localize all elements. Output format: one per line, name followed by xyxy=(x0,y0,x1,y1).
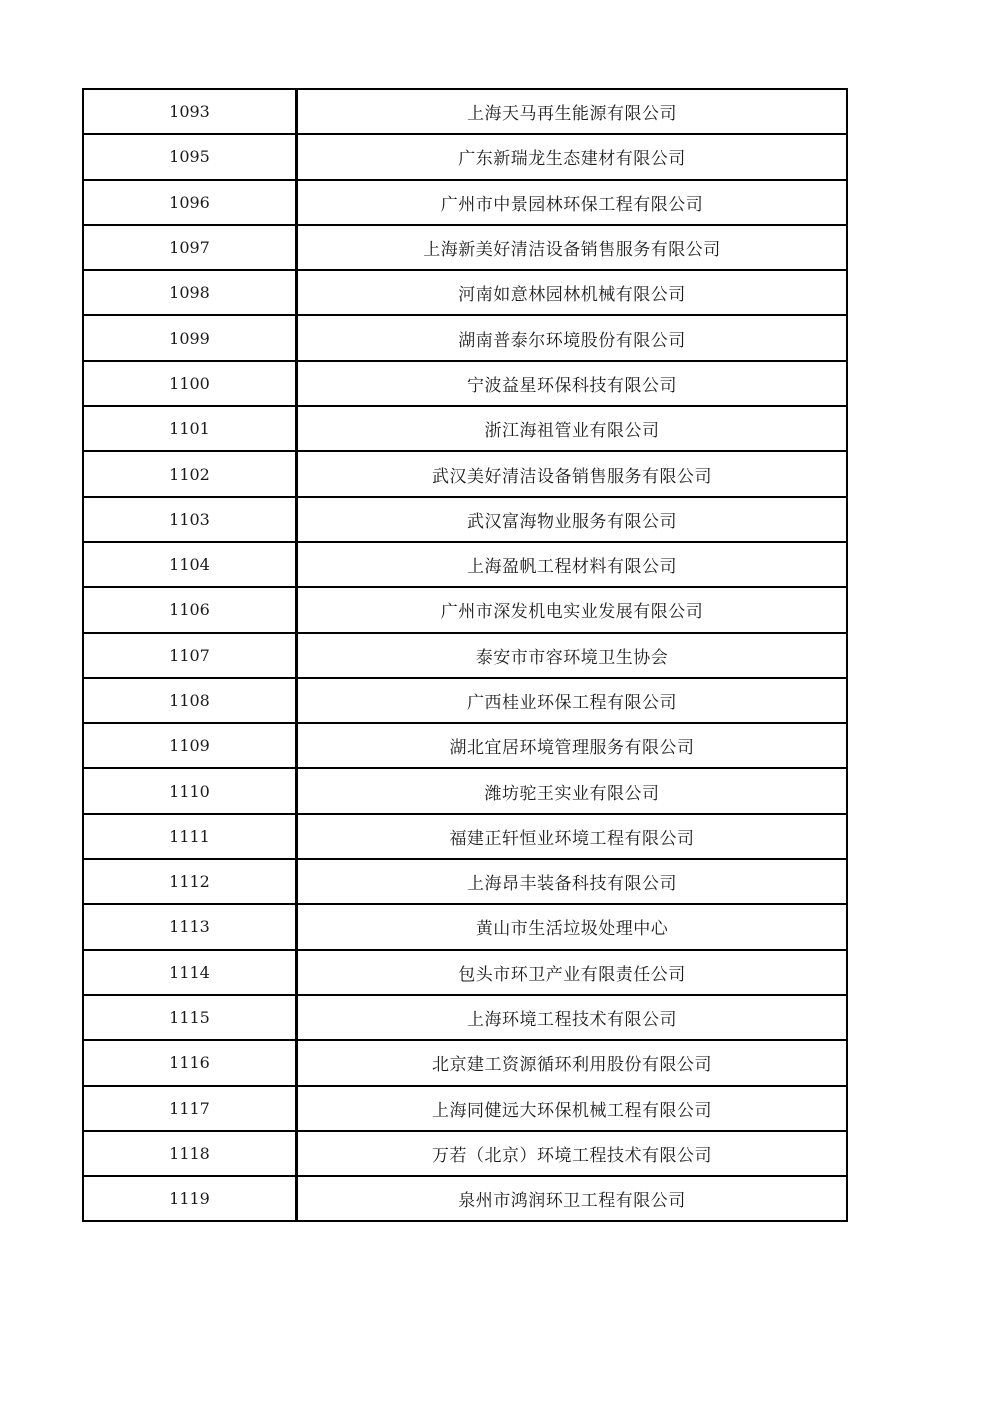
company-name: 浙江海祖管业有限公司 xyxy=(297,406,848,451)
table-row xyxy=(83,633,847,678)
company-list-body xyxy=(83,89,847,1221)
company-name: 广东新瑞龙生态建材有限公司 xyxy=(297,134,848,179)
table-row xyxy=(83,678,847,723)
row-number: 1113 xyxy=(83,904,297,949)
company-name: 上海天马再生能源有限公司 xyxy=(297,89,848,134)
row-number: 1103 xyxy=(83,497,297,542)
table-row xyxy=(83,904,847,949)
company-name: 泰安市市容环境卫生协会 xyxy=(297,633,848,678)
company-name: 黄山市生活垃圾处理中心 xyxy=(297,904,848,949)
row-number: 1096 xyxy=(83,180,297,225)
row-number: 1099 xyxy=(83,315,297,360)
company-name: 上海环境工程技术有限公司 xyxy=(297,995,848,1040)
company-list-table xyxy=(82,88,848,1222)
row-number: 1111 xyxy=(83,814,297,859)
table-row xyxy=(83,995,847,1040)
row-number: 1100 xyxy=(83,361,297,406)
table-row xyxy=(83,859,847,904)
table-row xyxy=(83,180,847,225)
table-row xyxy=(83,1086,847,1131)
row-number: 1095 xyxy=(83,134,297,179)
table-row xyxy=(83,270,847,315)
row-number: 1097 xyxy=(83,225,297,270)
row-number: 1110 xyxy=(83,768,297,813)
row-number: 1112 xyxy=(83,859,297,904)
table-row xyxy=(83,723,847,768)
table-row xyxy=(83,1176,847,1221)
company-name: 包头市环卫产业有限责任公司 xyxy=(297,950,848,995)
company-name: 广州市中景园林环保工程有限公司 xyxy=(297,180,848,225)
company-name: 潍坊驼王实业有限公司 xyxy=(297,768,848,813)
table-row xyxy=(83,814,847,859)
company-name: 河南如意林园林机械有限公司 xyxy=(297,270,848,315)
table-row xyxy=(83,406,847,451)
company-name: 武汉美好清洁设备销售服务有限公司 xyxy=(297,451,848,496)
row-number: 1109 xyxy=(83,723,297,768)
table-row xyxy=(83,587,847,632)
row-number: 1114 xyxy=(83,950,297,995)
company-name: 湖北宜居环境管理服务有限公司 xyxy=(297,723,848,768)
company-name: 上海新美好清洁设备销售服务有限公司 xyxy=(297,225,848,270)
row-number: 1098 xyxy=(83,270,297,315)
company-name: 宁波益星环保科技有限公司 xyxy=(297,361,848,406)
table-row xyxy=(83,315,847,360)
table-row xyxy=(83,225,847,270)
row-number: 1119 xyxy=(83,1176,297,1221)
row-number: 1108 xyxy=(83,678,297,723)
table-row xyxy=(83,361,847,406)
row-number: 1115 xyxy=(83,995,297,1040)
row-number: 1102 xyxy=(83,451,297,496)
company-name: 上海同健远大环保机械工程有限公司 xyxy=(297,1086,848,1131)
table-row xyxy=(83,134,847,179)
company-name: 武汉富海物业服务有限公司 xyxy=(297,497,848,542)
row-number: 1093 xyxy=(83,89,297,134)
table-row xyxy=(83,451,847,496)
row-number: 1106 xyxy=(83,587,297,632)
table-row xyxy=(83,768,847,813)
company-name: 泉州市鸿润环卫工程有限公司 xyxy=(297,1176,848,1221)
company-name: 福建正轩恒业环境工程有限公司 xyxy=(297,814,848,859)
row-number: 1118 xyxy=(83,1131,297,1176)
company-name: 北京建工资源循环利用股份有限公司 xyxy=(297,1040,848,1085)
company-name: 万若（北京）环境工程技术有限公司 xyxy=(297,1131,848,1176)
company-name: 湖南普泰尔环境股份有限公司 xyxy=(297,315,848,360)
table-row xyxy=(83,542,847,587)
row-number: 1107 xyxy=(83,633,297,678)
table-row xyxy=(83,950,847,995)
company-name: 广州市深发机电实业发展有限公司 xyxy=(297,587,848,632)
company-name: 上海昂丰装备科技有限公司 xyxy=(297,859,848,904)
table-row xyxy=(83,1131,847,1176)
row-number: 1104 xyxy=(83,542,297,587)
company-name: 上海盈帆工程材料有限公司 xyxy=(297,542,848,587)
row-number: 1117 xyxy=(83,1086,297,1131)
table-row xyxy=(83,89,847,134)
company-name: 广西桂业环保工程有限公司 xyxy=(297,678,848,723)
table-row xyxy=(83,1040,847,1085)
row-number: 1101 xyxy=(83,406,297,451)
row-number: 1116 xyxy=(83,1040,297,1085)
table-row xyxy=(83,497,847,542)
